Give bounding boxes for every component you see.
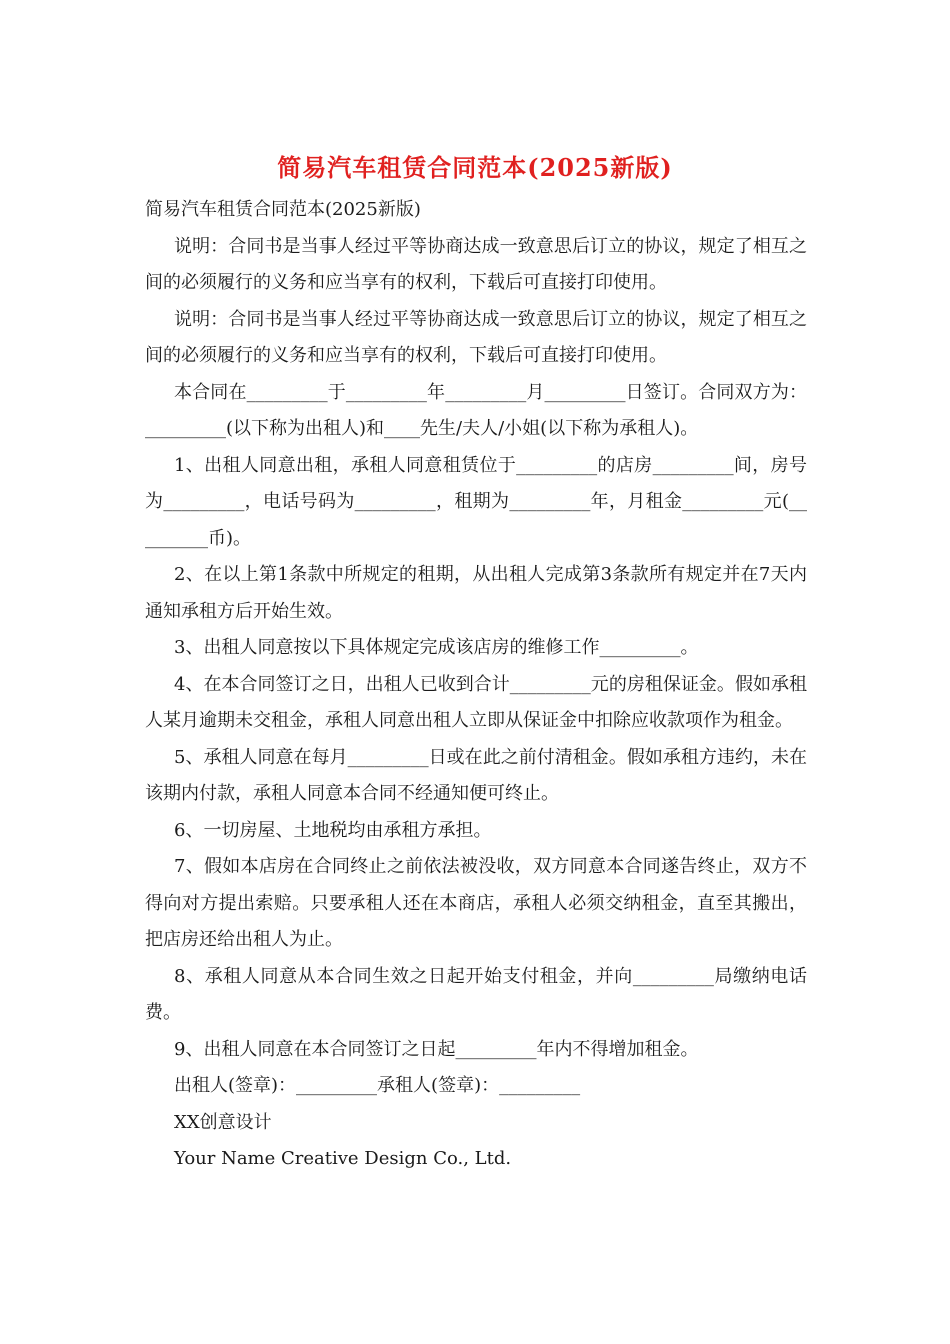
company-name-cn: XX创意设计 xyxy=(174,1111,272,1133)
clause-9: 9、出租人同意在本合同签订之日起_________年内不得增加租金。 xyxy=(174,1038,699,1060)
clause-8: 8、承租人同意从本合同生效之日起开始支付租金，并向_________局缴纳电话费。 xyxy=(145,965,807,1023)
signature-line: 出租人(签章)：_________承租人(签章)：_________ xyxy=(174,1075,581,1096)
paragraph-note-1: 说明：合同书是当事人经过平等协商达成一致意思后订立的协议，规定了相互之间的必须履行的义务和应当享有的权利，下载后可直接打印使用。 xyxy=(145,235,807,293)
document-body xyxy=(145,192,807,1178)
clause-2: 2、在以上第1条款中所规定的租期，从出租人完成第3条款所有规定并在7天内通知承租方后开始生效。 xyxy=(145,564,807,622)
clause-1: 1、出租人同意出租，承租人同意租赁位于_________的店房_________间，房号为_________，电话号码为_________，租期为_________年，月租金_________元(_________币)。 xyxy=(145,454,807,549)
company-name-en: Your Name Creative Design Co., Ltd. xyxy=(174,1148,512,1169)
clause-6: 6、一切房屋、土地税均由承租方承担。 xyxy=(174,819,492,841)
paragraph-note-2: 说明：合同书是当事人经过平等协商达成一致意思后订立的协议，规定了相互之间的必须履行的义务和应当享有的权利，下载后可直接打印使用。 xyxy=(145,308,807,366)
clause-5: 5、承租人同意在每月_________日或在此之前付清租金。假如承租方违约，未在该期内付款，承租人同意本合同不经通知便可终止。 xyxy=(145,746,807,804)
clause-4: 4、在本合同签订之日，出租人已收到合计_________元的房租保证金。假如承租人某月逾期未交租金，承租人同意出租人立即从保证金中扣除应收款项作为租金。 xyxy=(145,673,807,731)
clause-3: 3、出租人同意按以下具体规定完成该店房的维修工作_________。 xyxy=(174,637,699,658)
clause-7: 7、假如本店房在合同终止之前依法被没收，双方同意本合同遂告终止，双方不得向对方提出索赔。只要承租人还在本商店，承租人必须交纳租金，直至其搬出，把店房还给出租人为止。 xyxy=(145,856,807,950)
document-title: 简易汽车租赁合同范本(2025新版) xyxy=(277,153,673,182)
document-subtitle: 简易汽车租赁合同范本(2025新版) xyxy=(145,199,421,220)
paragraph-parties: 本合同在_________于_________年_________月_________日签订。合同双方为：_________(以下称为出租人)和____先生/夫人/小姐(以下称为承租人)。 xyxy=(145,381,807,439)
